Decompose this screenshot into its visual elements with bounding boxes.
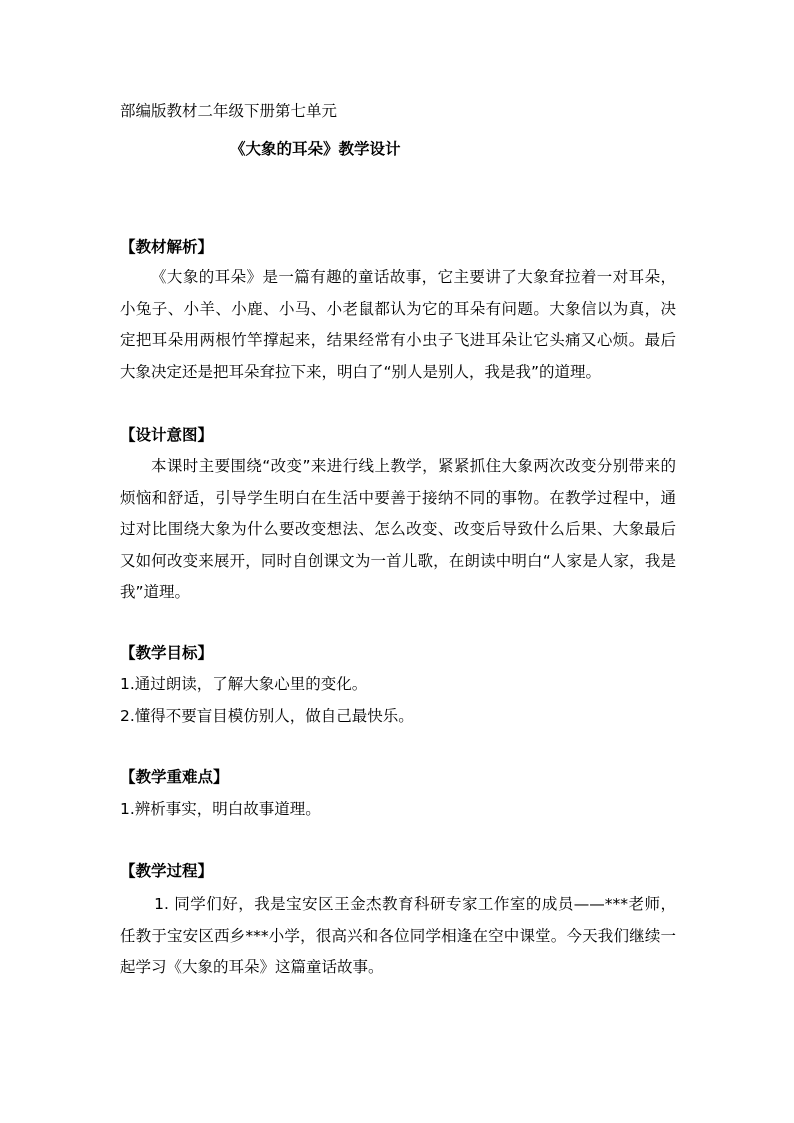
paragraph-intent: 本课时主要围绕“改变”来进行线上教学，紧紧抓住大象两次改变分别带来的烦恼和舒适，引导学生明白在生活中要善于接纳不同的事物。在教学过程中，通过对比围绕大象为什么要改变想法、怎么改变、改变后导致什么后果、大象最后又如何改变来展开，同时自创课文为一首儿歌，在朗读中明白“人家是人家，我是我”道理。: [120, 457, 676, 601]
unit-line: 部编版教材二年级下册第七单元: [120, 102, 338, 120]
paragraph-process: 1. 同学们好，我是宝安区王金杰教育科研专家工作室的成员——***老师，任教于宝安区西乡***小学，很高兴和各位同学相逢在空中课堂。今天我们继续一起学习《大象的耳朵》这篇童话故事。: [120, 895, 676, 976]
section-heading-key-points: 【教学重难点】: [120, 768, 229, 786]
goal-item-1: 1.通过朗读，了解大象心里的变化。: [120, 675, 368, 693]
section-heading-process: 【教学过程】: [120, 862, 214, 880]
goal-item-2: 2.懂得不要盲目模仿别人，做自己最快乐。: [120, 707, 414, 725]
section-heading-analysis: 【教材解析】: [120, 238, 214, 256]
paragraph-analysis: 《大象的耳朵》是一篇有趣的童话故事，它主要讲了大象耷拉着一对耳朵，小兔子、小羊、小鹿、小马、小老鼠都认为它的耳朵有问题。大象信以为真，决定把耳朵用两根竹竿撑起来，结果经常有小虫子飞进耳朵让它头痛又心烦。最后大象决定还是把耳朵耷拉下来，明白了“别人是别人，我是我”的道理。: [120, 268, 676, 381]
section-heading-goals: 【教学目标】: [120, 644, 214, 662]
document-title: 《大象的耳朵》教学设计: [230, 140, 401, 158]
key-point-item-1: 1.辨析事实，明白故事道理。: [120, 800, 321, 818]
section-heading-intent: 【设计意图】: [120, 426, 214, 444]
